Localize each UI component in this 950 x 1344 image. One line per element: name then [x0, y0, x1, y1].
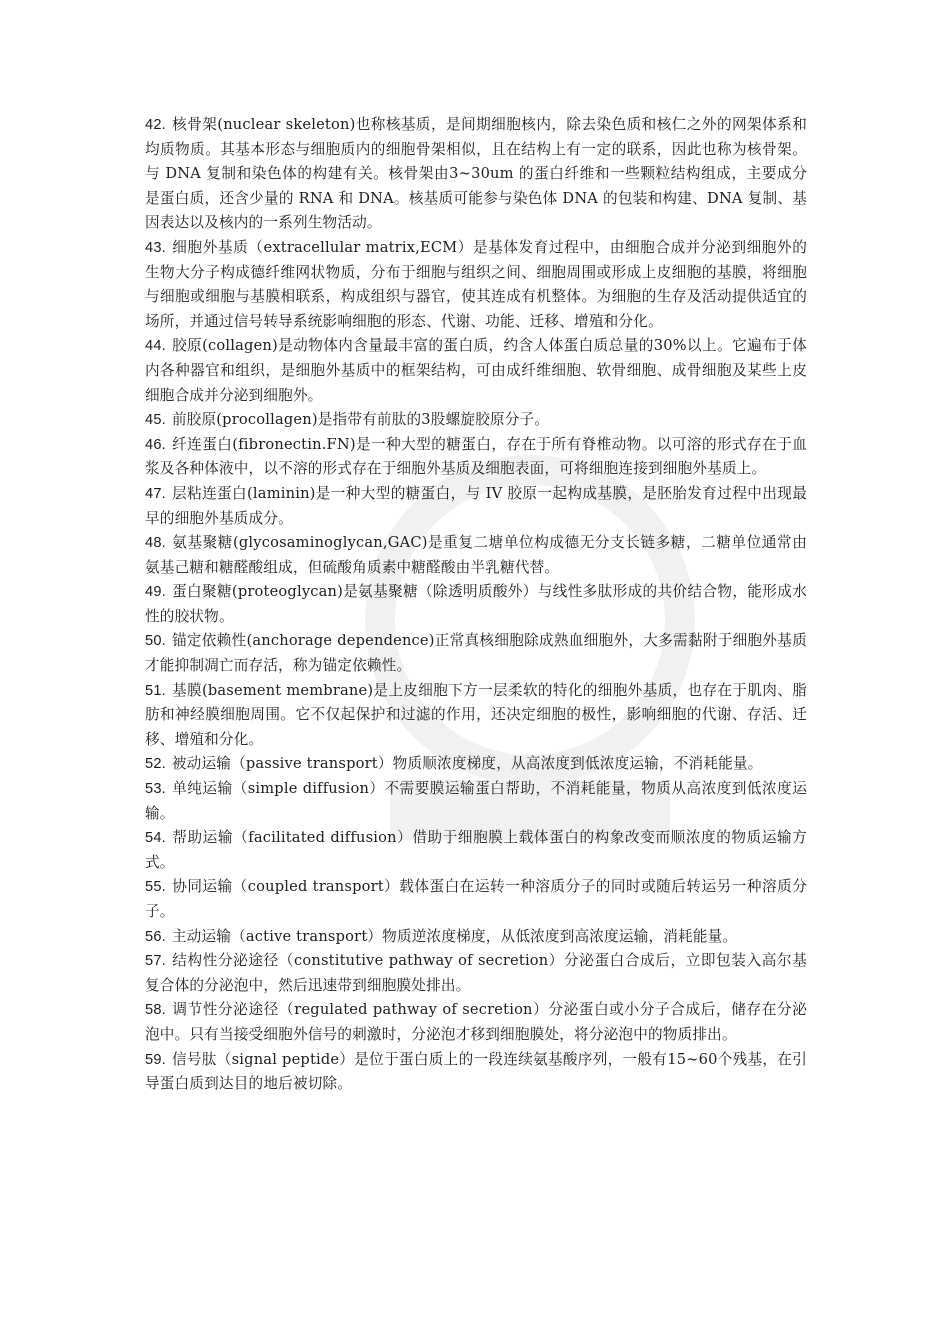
entry-55: 55. 协同运输（coupled transport）载体蛋白在运转一种溶质分子的同时或随后转运另一种溶质分子。 — [145, 878, 807, 920]
entry-49: 49. 蛋白聚糖(proteoglycan)是氨基聚糖（除透明质酸外）与线性多肽形成的共价结合物，能形成水性的胶状物。 — [145, 583, 807, 625]
entry-56: 56. 主动运输（active transport）物质逆浓度梯度，从低浓度到高浓度运输，消耗能量。 — [145, 927, 738, 945]
document-body — [145, 113, 807, 1097]
entry-59: 59. 信号肽（signal peptide）是位于蛋白质上的一段连续氨基酸序列，一般有15~60个残基，在引导蛋白质到达目的地后被切除。 — [145, 1050, 807, 1093]
entry-48: 48. 氨基聚糖(glycosaminoglycan,GAC)是重复二塘单位构成德无分支长链多糖，二糖单位通常由氨基己糖和糖醛酸组成，但硫酸角质素中糖醛酸由半乳糖代替。 — [145, 534, 807, 576]
entry-53: 53. 单纯运输（simple diffusion）不需要膜运输蛋白帮助，不消耗能量，物质从高浓度到低浓度运输。 — [145, 780, 807, 822]
entry-54: 54. 帮助运输（facilitated diffusion）借助于细胞膜上载体蛋白的构象改变而顺浓度的物质运输方式。 — [145, 829, 807, 871]
entry-52: 52. 被动运输（passive transport）物质顺浓度梯度，从高浓度到低浓度运输，不消耗能量。 — [145, 755, 763, 773]
entry-58: 58. 调节性分泌途径（regulated pathway of secretion）分泌蛋白或小分子合成后，储存在分泌泡中。只有当接受细胞外信号的刺激时，分泌泡才移到细胞膜处，将分泌泡中的物质排出。 — [145, 1001, 807, 1043]
entry-45: 45. 前胶原(procollagen)是指带有前肽的3股螺旋胶原分子。 — [145, 411, 550, 429]
entry-51: 51. 基膜(basement membrane)是上皮细胞下方一层柔软的特化的细胞外基质，也存在于肌肉、脂肪和神经膜细胞周围。它不仅起保护和过滤的作用，还决定细胞的极性，影响细胞的代谢、存活、迁移、增殖和分化。 — [145, 681, 807, 748]
entry-46: 46. 纤连蛋白(fibronectin.FN)是一种大型的糖蛋白，存在于所有脊椎动物。以可溶的形式存在于血浆及各种体液中，以不溶的形式存在于细胞外基质及细胞表面，可将细胞连接到细胞外基质上。 — [145, 435, 807, 478]
entry-57: 57. 结构性分泌途径（constitutive pathway of secretion）分泌蛋白合成后，立即包装入高尔基复合体的分泌泡中，然后迅速带到细胞膜处排出。 — [145, 952, 807, 994]
entry-44: 44. 胶原(collagen)是动物体内含量最丰富的蛋白质，约含人体蛋白质总量的30%以上。它遍布于体内各种器官和组织，是细胞外基质中的框架结构，可由成纤维细胞、软骨细胞、成骨细胞及某些上皮细胞合成并分泌到细胞外。 — [145, 337, 807, 404]
entry-47: 47. 层粘连蛋白(laminin)是一种大型的糖蛋白，与 IV 胶原一起构成基膜，是胚胎发育过程中出现最早的细胞外基质成分。 — [145, 484, 807, 527]
entry-43: 43. 细胞外基质（extracellular matrix,ECM）是基体发育过程中，由细胞合成并分泌到细胞外的生物大分子构成德纤维网状物质，分布于细胞与组织之间、细胞周围或形成上皮细胞的基膜，将细胞与细胞或细胞与基膜相联系，构成组织与器官，使其连成有机整体。为细胞的生存及活动提供适宜的场所，并通过信号转导系统影响细胞的形态、代谢、功能、迁移、增殖和分化。 — [145, 238, 807, 330]
entry-42: 42. 核骨架(nuclear skeleton)也称核基质，是间期细胞核内，除去染色质和核仁之外的网架体系和均质物质。其基本形态与细胞质内的细胞骨架相似，且在结构上有一定的联系，因此也称为核骨架。与 DNA 复制和染色体的构建有关。核骨架由3~30um 的蛋白纤维和一些颗粒结构组成，主要成分是蛋白质，还含少量的 RNA 和 DNA。核基质可能参与染色体 DNA 的包装和构建、DNA 复制、基因表达以及核内的一系列生物活动。 — [145, 116, 807, 232]
entry-50: 50. 锚定依赖性(anchorage dependence)正常真核细胞除成熟血细胞外，大多需黏附于细胞外基质才能抑制凋亡而存活，称为锚定依赖性。 — [145, 632, 807, 675]
